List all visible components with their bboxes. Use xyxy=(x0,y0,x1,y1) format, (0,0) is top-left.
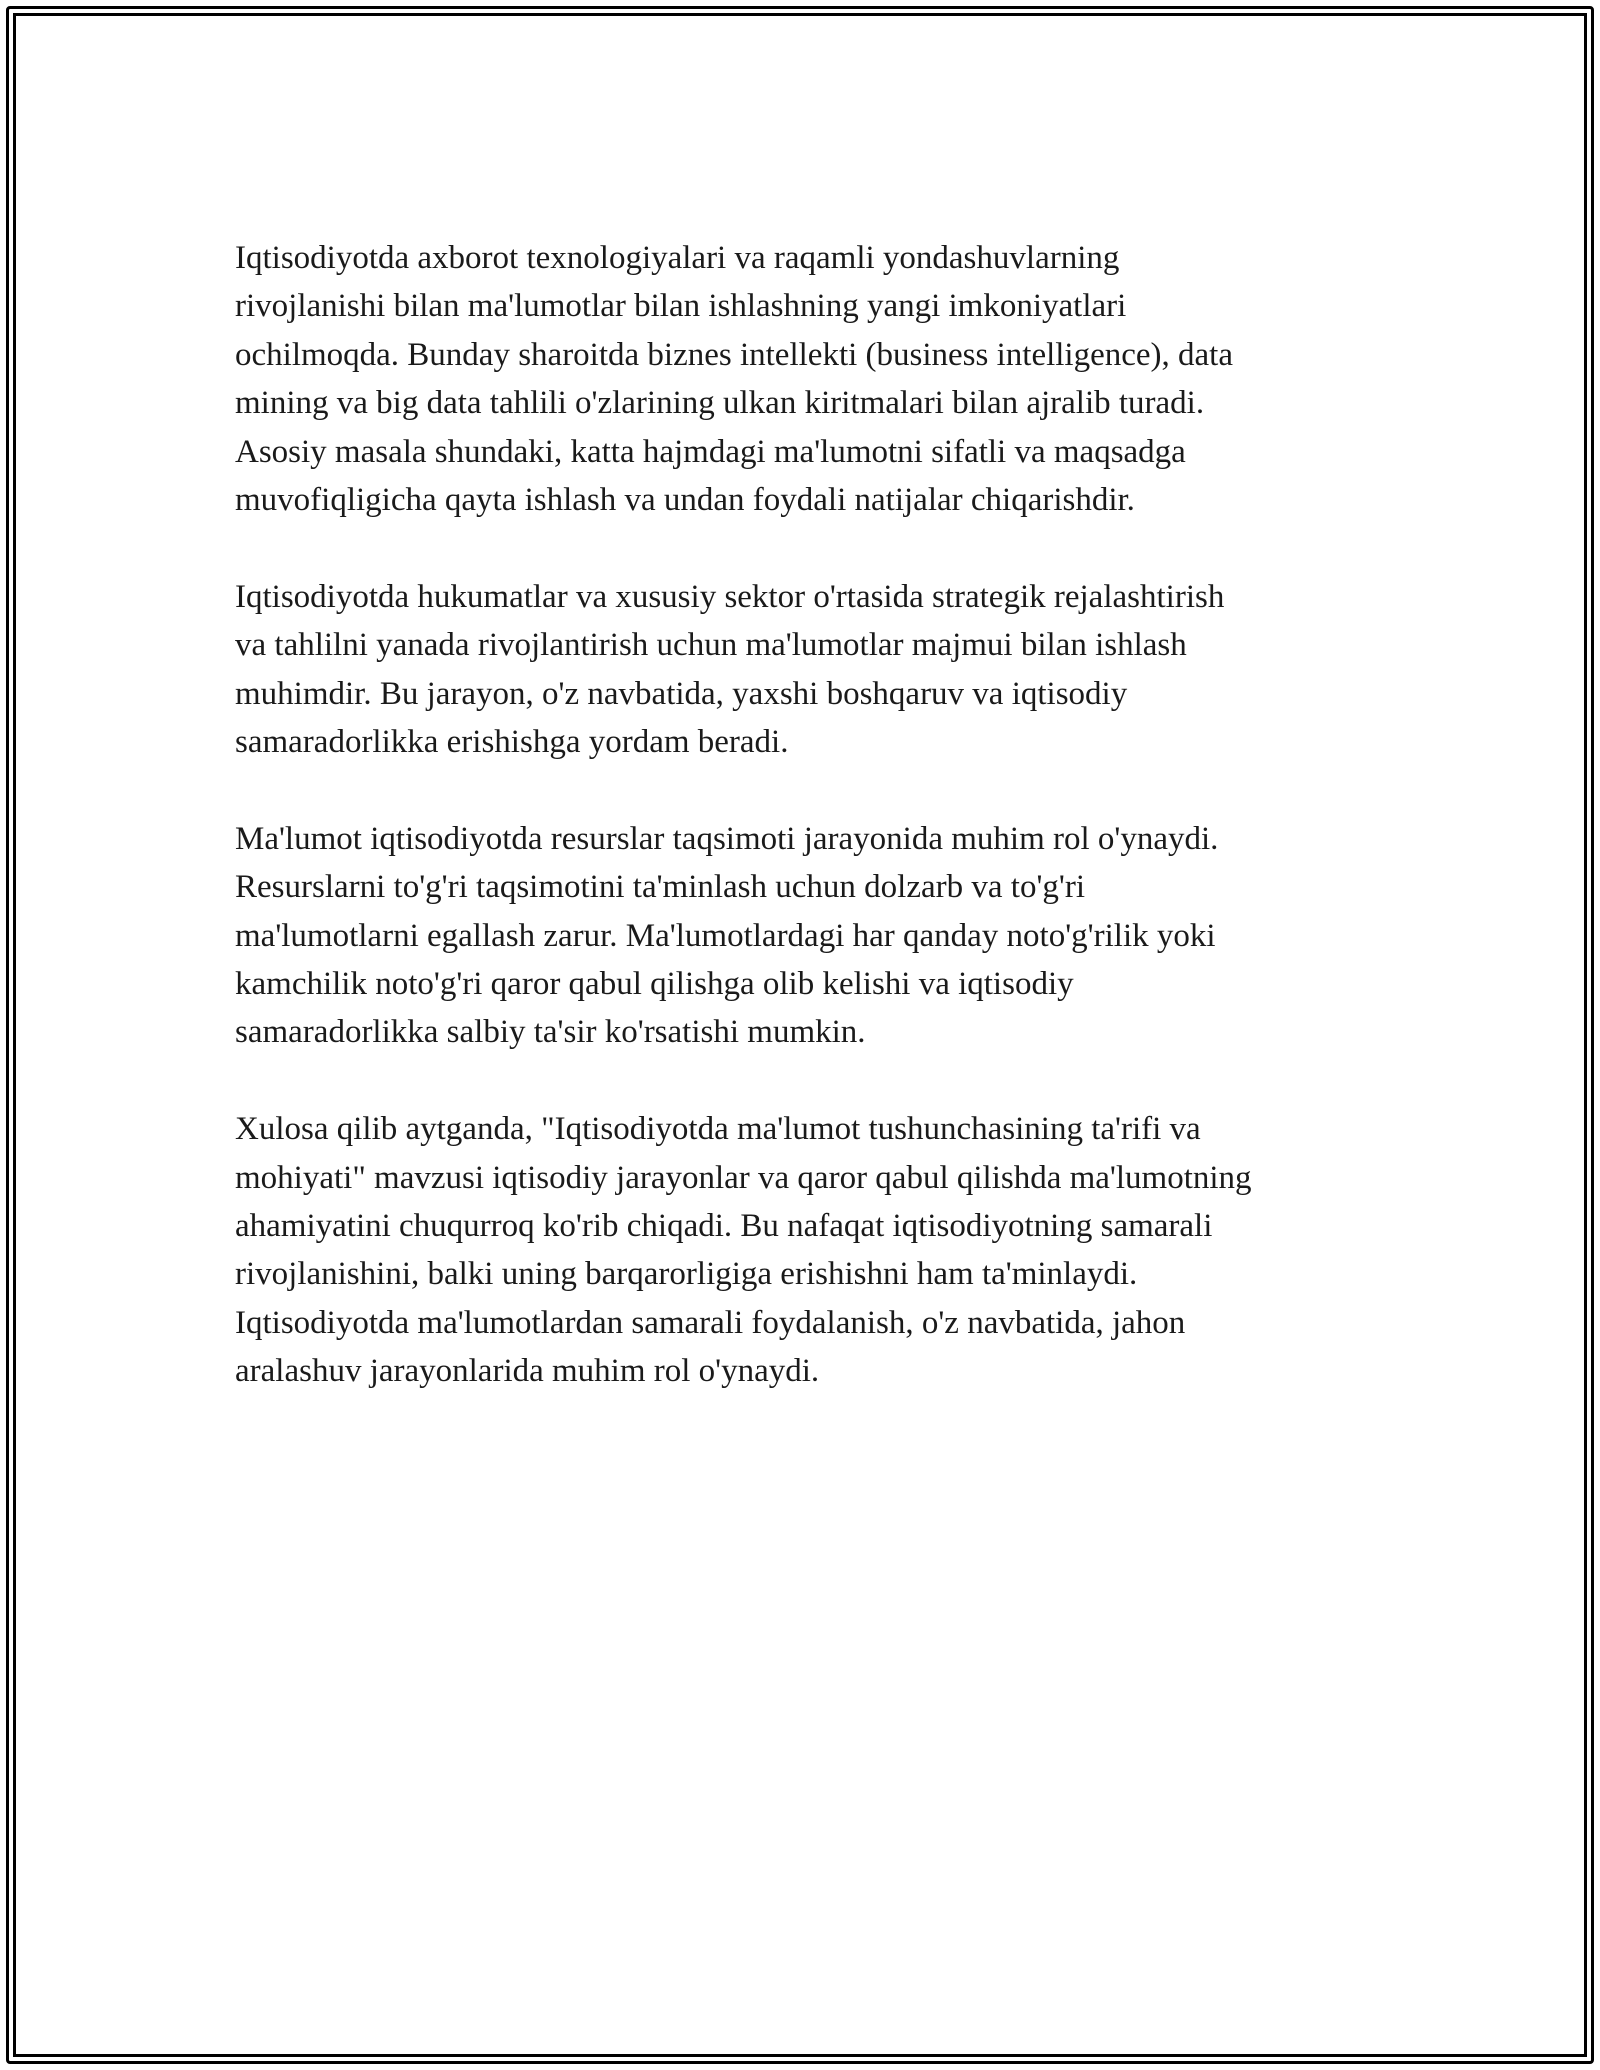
document-body xyxy=(235,234,1395,1444)
paragraph-4: Xulosa qilib aytganda, "Iqtisodiyotda ma'lumot tushunchasining ta'rifi va mohiyati" mavzusi iqtisodiy jarayonlar va qaror qabul qilishda ma'lumotning ahamiyatini chuqurroq ko'rib chiqadi. Bu nafaqat iqtisodiyotning samarali rivojlanishini, balki uning barqarorligiga erishishni ham ta'minlaydi. Iqtisodiyotda ma'lumotlardan samarali foydalanish, o'z navbatida, jahon aralashuv jarayonlarida muhim rol o'ynaydi. xyxy=(235,1111,1252,1390)
paragraph-1: Iqtisodiyotda axborot texnologiyalari va raqamli yondashuvlarning rivojlanishi bilan ma'lumotlar bilan ishlashning yangi imkoniyatlari ochilmoqda. Bunday sharoitda biznes intellekti (business intelligence), data mining va big data tahlili o'zlarining ulkan kiritmalari bilan ajralib turadi. Asosiy masala shundaki, katta hajmdagi ma'lumotni sifatli va maqsadga muvofiqligicha qayta ishlash va undan foydali natijalar chiqarishdir. xyxy=(235,240,1233,519)
paragraph-3: Ma'lumot iqtisodiyotda resurslar taqsimoti jarayonida muhim rol o'ynaydi. Resurslarni to'g'ri taqsimotini ta'minlash uchun dolzarb va to'g'ri ma'lumotlarni egallash zarur. Ma'lumotlardagi har qanday noto'g'rilik yoki kamchilik noto'g'ri qaror qabul qilishga olib kelishi va iqtisodiy samaradorlikka salbiy ta'sir ko'rsatishi mumkin. xyxy=(235,820,1219,1051)
paragraph-2: Iqtisodiyotda hukumatlar va xususiy sektor o'rtasida strategik rejalashtirish va tahlilni yanada rivojlantirish uchun ma'lumotlar majmui bilan ishlash muhimdir. Bu jarayon, o'z navbatida, yaxshi boshqaruv va iqtisodiy samaradorlikka erishishga yordam beradi. xyxy=(235,578,1225,761)
